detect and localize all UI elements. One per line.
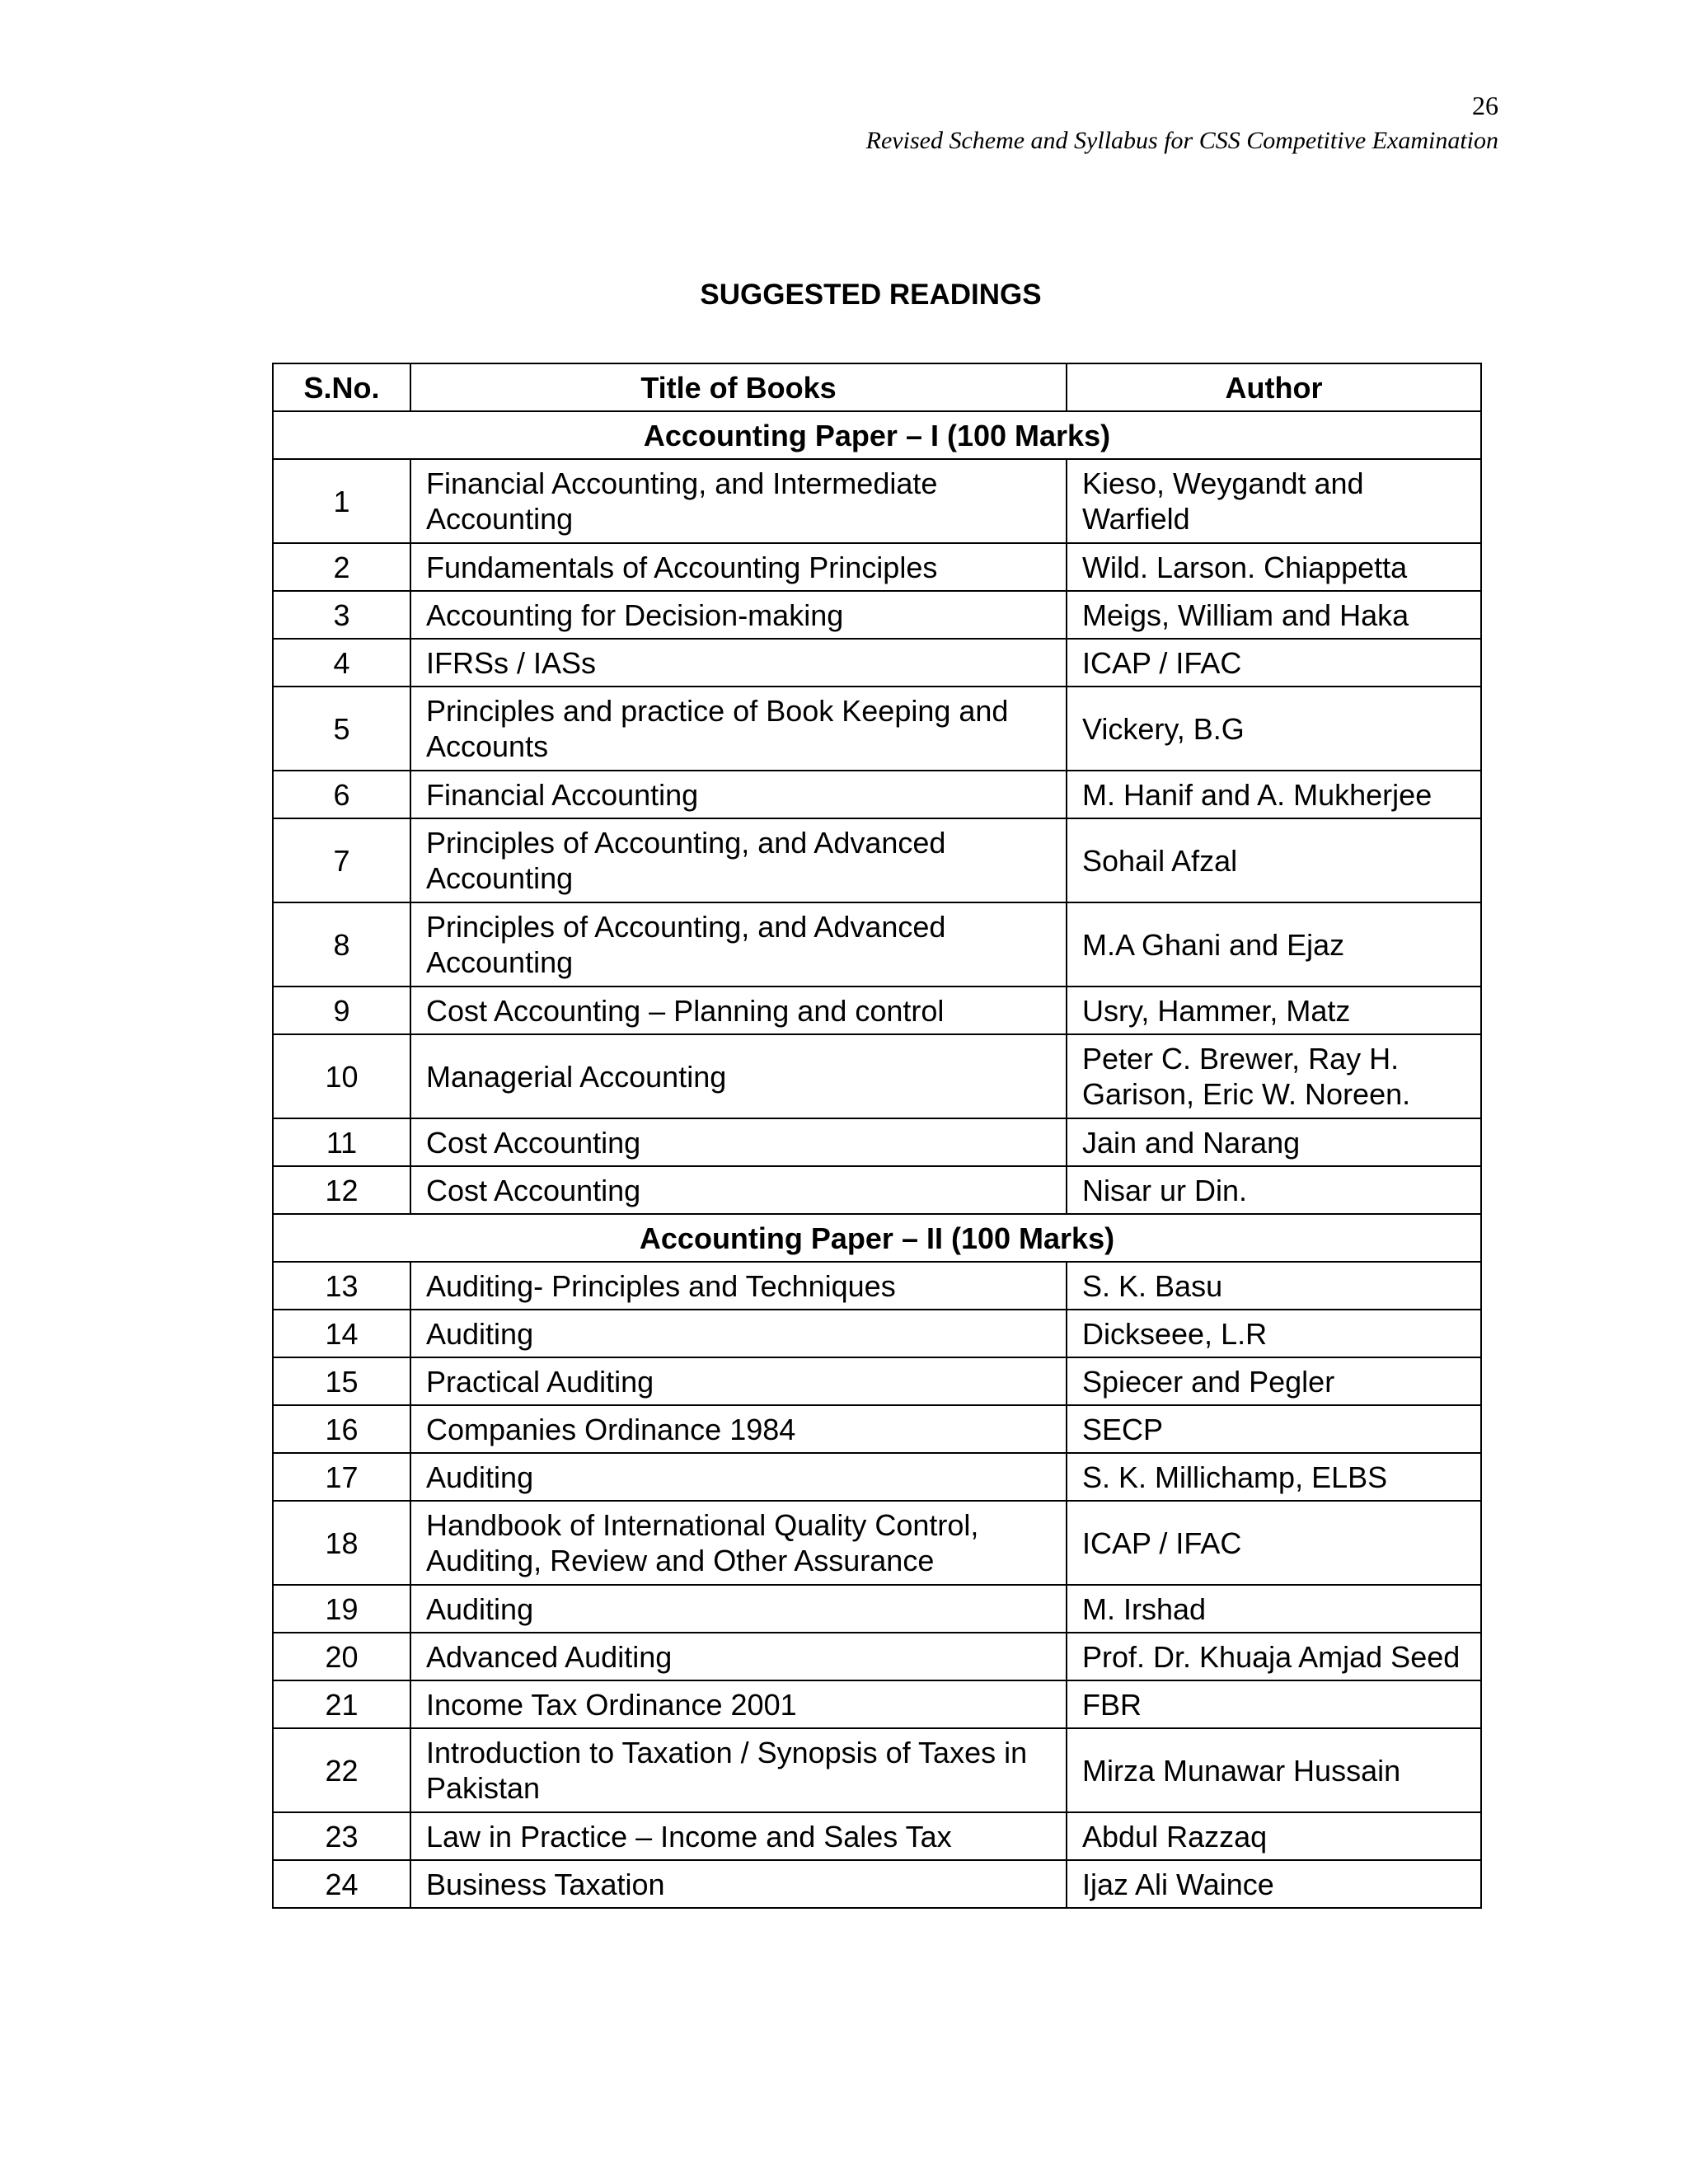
row-title: Financial Accounting: [410, 771, 1067, 818]
row-author: Jain and Narang: [1067, 1118, 1481, 1166]
column-header-author: Author: [1067, 363, 1481, 411]
row-author: Peter C. Brewer, Ray H. Garison, Eric W. Noreen.: [1067, 1034, 1481, 1118]
table-row: [273, 1633, 1481, 1680]
table-row: [273, 1728, 1481, 1812]
row-title: IFRSs / IASs: [410, 639, 1067, 687]
row-sno: 1: [273, 459, 410, 543]
table-row: [273, 1860, 1481, 1908]
column-header-title: Title of Books: [410, 363, 1067, 411]
row-sno: 17: [273, 1453, 410, 1501]
row-author: Kieso, Weygandt and Warfield: [1067, 459, 1481, 543]
row-author: Mirza Munawar Hussain: [1067, 1728, 1481, 1812]
table-header-row: [273, 363, 1481, 411]
column-header-sno: S.No.: [273, 363, 410, 411]
row-author: SECP: [1067, 1405, 1481, 1453]
table-row: [273, 459, 1481, 543]
page-number: 26: [1472, 91, 1498, 120]
table-row: [273, 1166, 1481, 1214]
suggested-readings-table: [272, 363, 1482, 1909]
row-title: Advanced Auditing: [410, 1633, 1067, 1680]
row-author: M. Hanif and A. Mukherjee: [1067, 771, 1481, 818]
row-sno: 7: [273, 818, 410, 902]
row-author: ICAP / IFAC: [1067, 1501, 1481, 1585]
table-row: [273, 1585, 1481, 1633]
row-title: Cost Accounting: [410, 1166, 1067, 1214]
table-row: [273, 1812, 1481, 1860]
row-title: Principles of Accounting, and Advanced Accounting: [410, 902, 1067, 987]
row-author: ICAP / IFAC: [1067, 639, 1481, 687]
row-sno: 2: [273, 543, 410, 591]
row-title: Financial Accounting, and Intermediate Accounting: [410, 459, 1067, 543]
row-title: Practical Auditing: [410, 1357, 1067, 1405]
row-title: Auditing: [410, 1310, 1067, 1357]
table-row: [273, 1453, 1481, 1501]
table-row: [273, 1357, 1481, 1405]
row-sno: 18: [273, 1501, 410, 1585]
section-heading: Accounting Paper – I (100 Marks): [273, 411, 1481, 459]
row-author: Prof. Dr. Khuaja Amjad Seed: [1067, 1633, 1481, 1680]
row-title: Handbook of International Quality Control, Auditing, Review and Other Assurance: [410, 1501, 1067, 1585]
row-sno: 13: [273, 1262, 410, 1310]
table-row: [273, 902, 1481, 987]
row-title: Managerial Accounting: [410, 1034, 1067, 1118]
row-title: Principles and practice of Book Keeping and Accounts: [410, 687, 1067, 771]
row-author: Dickseee, L.R: [1067, 1310, 1481, 1357]
row-title: Cost Accounting: [410, 1118, 1067, 1166]
running-header: Revised Scheme and Syllabus for CSS Competitive Examination: [865, 127, 1498, 154]
row-sno: 15: [273, 1357, 410, 1405]
row-sno: 4: [273, 639, 410, 687]
row-author: M.A Ghani and Ejaz: [1067, 902, 1481, 987]
row-title: Auditing- Principles and Techniques: [410, 1262, 1067, 1310]
row-sno: 22: [273, 1728, 410, 1812]
row-sno: 16: [273, 1405, 410, 1453]
section-heading-row: [273, 1214, 1481, 1262]
table-row: [273, 1034, 1481, 1118]
table-row: [273, 1310, 1481, 1357]
row-author: S. K. Basu: [1067, 1262, 1481, 1310]
row-author: S. K. Millichamp, ELBS: [1067, 1453, 1481, 1501]
table-row: [273, 591, 1481, 639]
table-row: [273, 771, 1481, 818]
row-author: Spiecer and Pegler: [1067, 1357, 1481, 1405]
row-title: Introduction to Taxation / Synopsis of Taxes in Pakistan: [410, 1728, 1067, 1812]
table-body: [273, 411, 1481, 1908]
row-sno: 8: [273, 902, 410, 987]
row-sno: 19: [273, 1585, 410, 1633]
row-title: Cost Accounting – Planning and control: [410, 987, 1067, 1034]
row-sno: 23: [273, 1812, 410, 1860]
row-title: Auditing: [410, 1585, 1067, 1633]
section-title: SUGGESTED READINGS: [700, 279, 1042, 311]
row-author: Ijaz Ali Waince: [1067, 1860, 1481, 1908]
row-sno: 14: [273, 1310, 410, 1357]
row-author: FBR: [1067, 1680, 1481, 1728]
table-row: [273, 1405, 1481, 1453]
row-title: Business Taxation: [410, 1860, 1067, 1908]
table-row: [273, 1501, 1481, 1585]
row-title: Income Tax Ordinance 2001: [410, 1680, 1067, 1728]
row-author: Sohail Afzal: [1067, 818, 1481, 902]
table-row: [273, 1118, 1481, 1166]
section-heading-row: [273, 411, 1481, 459]
row-sno: 9: [273, 987, 410, 1034]
row-title: Fundamentals of Accounting Principles: [410, 543, 1067, 591]
row-sno: 24: [273, 1860, 410, 1908]
row-author: Usry, Hammer, Matz: [1067, 987, 1481, 1034]
row-title: Companies Ordinance 1984: [410, 1405, 1067, 1453]
row-author: Wild. Larson. Chiappetta: [1067, 543, 1481, 591]
row-sno: 10: [273, 1034, 410, 1118]
table-row: [273, 1262, 1481, 1310]
row-title: Auditing: [410, 1453, 1067, 1501]
row-title: Accounting for Decision-making: [410, 591, 1067, 639]
row-author: M. Irshad: [1067, 1585, 1481, 1633]
row-sno: 5: [273, 687, 410, 771]
row-title: Law in Practice – Income and Sales Tax: [410, 1812, 1067, 1860]
row-author: Abdul Razzaq: [1067, 1812, 1481, 1860]
table-row: [273, 687, 1481, 771]
row-sno: 6: [273, 771, 410, 818]
row-author: Nisar ur Din.: [1067, 1166, 1481, 1214]
section-heading: Accounting Paper – II (100 Marks): [273, 1214, 1481, 1262]
row-sno: 3: [273, 591, 410, 639]
row-sno: 20: [273, 1633, 410, 1680]
row-sno: 12: [273, 1166, 410, 1214]
row-author: Meigs, William and Haka: [1067, 591, 1481, 639]
table-row: [273, 987, 1481, 1034]
row-sno: 21: [273, 1680, 410, 1728]
table-row: [273, 1680, 1481, 1728]
table-row: [273, 543, 1481, 591]
row-author: Vickery, B.G: [1067, 687, 1481, 771]
row-title: Principles of Accounting, and Advanced Accounting: [410, 818, 1067, 902]
table-row: [273, 639, 1481, 687]
row-sno: 11: [273, 1118, 410, 1166]
table-row: [273, 818, 1481, 902]
